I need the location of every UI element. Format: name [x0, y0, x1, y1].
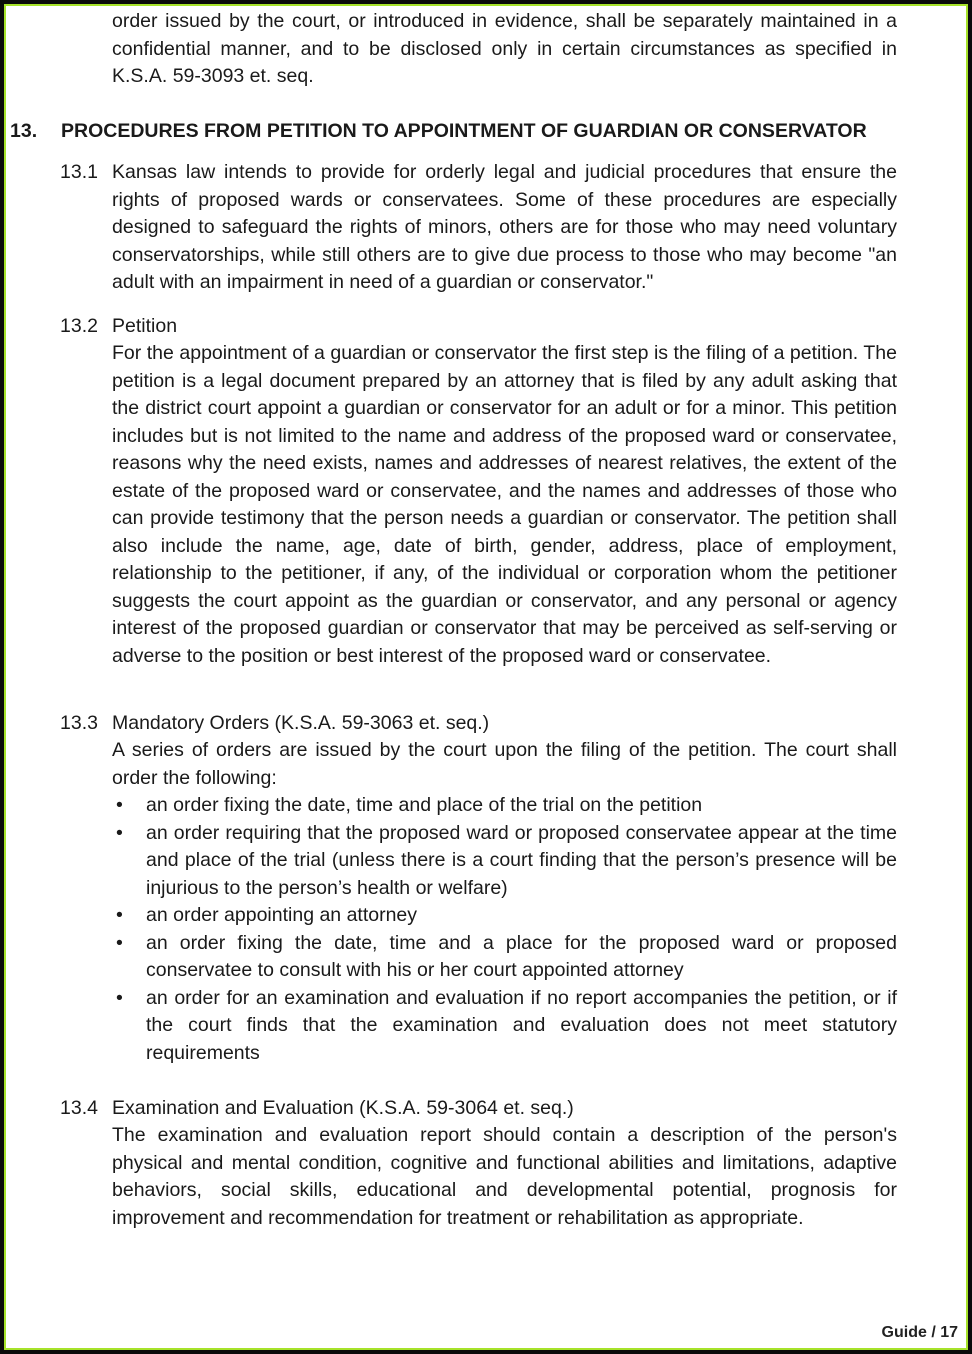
subsection-number: 13.2	[60, 315, 98, 337]
list-item	[112, 985, 897, 1068]
list-item	[112, 930, 897, 985]
subsection-title: Petition	[112, 315, 178, 337]
list-item	[112, 820, 897, 903]
list-item-text: an order appointing an attorney	[146, 904, 418, 926]
list-item-text: an order requiring that the proposed ward or proposed conservatee appear at the time and place of the trial (unless there is a court finding that the person’s presence will be injurious to the person’s health or welfare)	[146, 821, 897, 899]
intro-paragraph: order issued by the court, or introduced in evidence, shall be separately maintained in a confidential manner, and to be disclosed only in certain circumstances as specified in K.S.A. 59-3093 et. seq.	[112, 10, 897, 87]
subsection-number: 13.4	[60, 1097, 98, 1119]
subsection-body: A series of orders are issued by the court upon the filing of the petition. The court shall order the following:	[112, 739, 897, 789]
list-item-text: an order for an examination and evaluation if no report accompanies the petition, or if the court finds that the examination and evaluation does not meet statutory requirements	[146, 986, 897, 1064]
subsection-number: 13.1	[60, 161, 98, 183]
mandatory-orders-list	[112, 792, 897, 1067]
list-item	[112, 902, 897, 930]
bullet-icon: •	[116, 986, 123, 1009]
subsection-title: Mandatory Orders (K.S.A. 59-3063 et. seq.)	[112, 712, 490, 734]
subsection-title: Examination and Evaluation (K.S.A. 59-3064 et. seq.)	[112, 1097, 574, 1119]
section-heading	[10, 118, 867, 146]
bullet-icon: •	[116, 821, 123, 844]
subsection-body: The examination and evaluation report should contain a description of the person's physical and mental condition, cognitive and functional abilities and limitations, adaptive behaviors, social skills, educational and developmental potential, prognosis for improvement and recommendation for treatment or rehabilitation as appropriate.	[112, 1124, 897, 1229]
list-item-text: an order fixing the date, time and a place for the proposed ward or proposed conservatee to consult with his or her court appointed attorney	[146, 931, 897, 981]
document-page	[4, 4, 968, 1350]
bullet-icon: •	[116, 794, 123, 816]
bullet-icon: •	[116, 931, 123, 954]
list-item-text: an order fixing the date, time and place of the trial on the petition	[146, 794, 703, 816]
subsection-body: For the appointment of a guardian or conservator the first step is the filing of a petition. The petition is a legal document prepared by an attorney that is filed by any adult asking that the district court appoint a guardian or conservator for an adult or for a minor. This petition includes but is not limited to the name and address of the proposed ward or conservatee, reasons why the need exists, names and addresses of nearest relatives, the extent of the estate of the proposed ward or conservatee, and the names and addresses of those who can provide testimony that the person needs a guardian or conservator. The petition shall also include the name, age, date of birth, gender, address, place of employment, relationship to the petitioner, if any, of the individual or corporation whom the petitioner suggests the court appoint as the guardian or conservator, and any personal or agency interest of the proposed guardian or conservator that may be perceived as self-serving or adverse to the position or best interest of the proposed ward or conservatee.	[112, 342, 897, 667]
page-footer-label: Guide / 17	[881, 1324, 958, 1341]
subsection-number: 13.3	[60, 712, 98, 734]
section-number: 13.	[10, 120, 38, 142]
bullet-icon: •	[116, 904, 123, 926]
subsection-body: Kansas law intends to provide for orderly legal and judicial procedures that ensure the rights of proposed wards or conservatees. Some of these procedures are especially designed to safeguard the rights of minors, others are for those who may need voluntary conservatorships, while still others are to give due process to those who may become "an adult with an impairment in need of a guardian or conservator."	[112, 161, 897, 293]
section-title: PROCEDURES FROM PETITION TO APPOINTMENT OF GUARDIAN OR CONSERVATOR	[61, 120, 867, 142]
list-item	[112, 792, 897, 820]
